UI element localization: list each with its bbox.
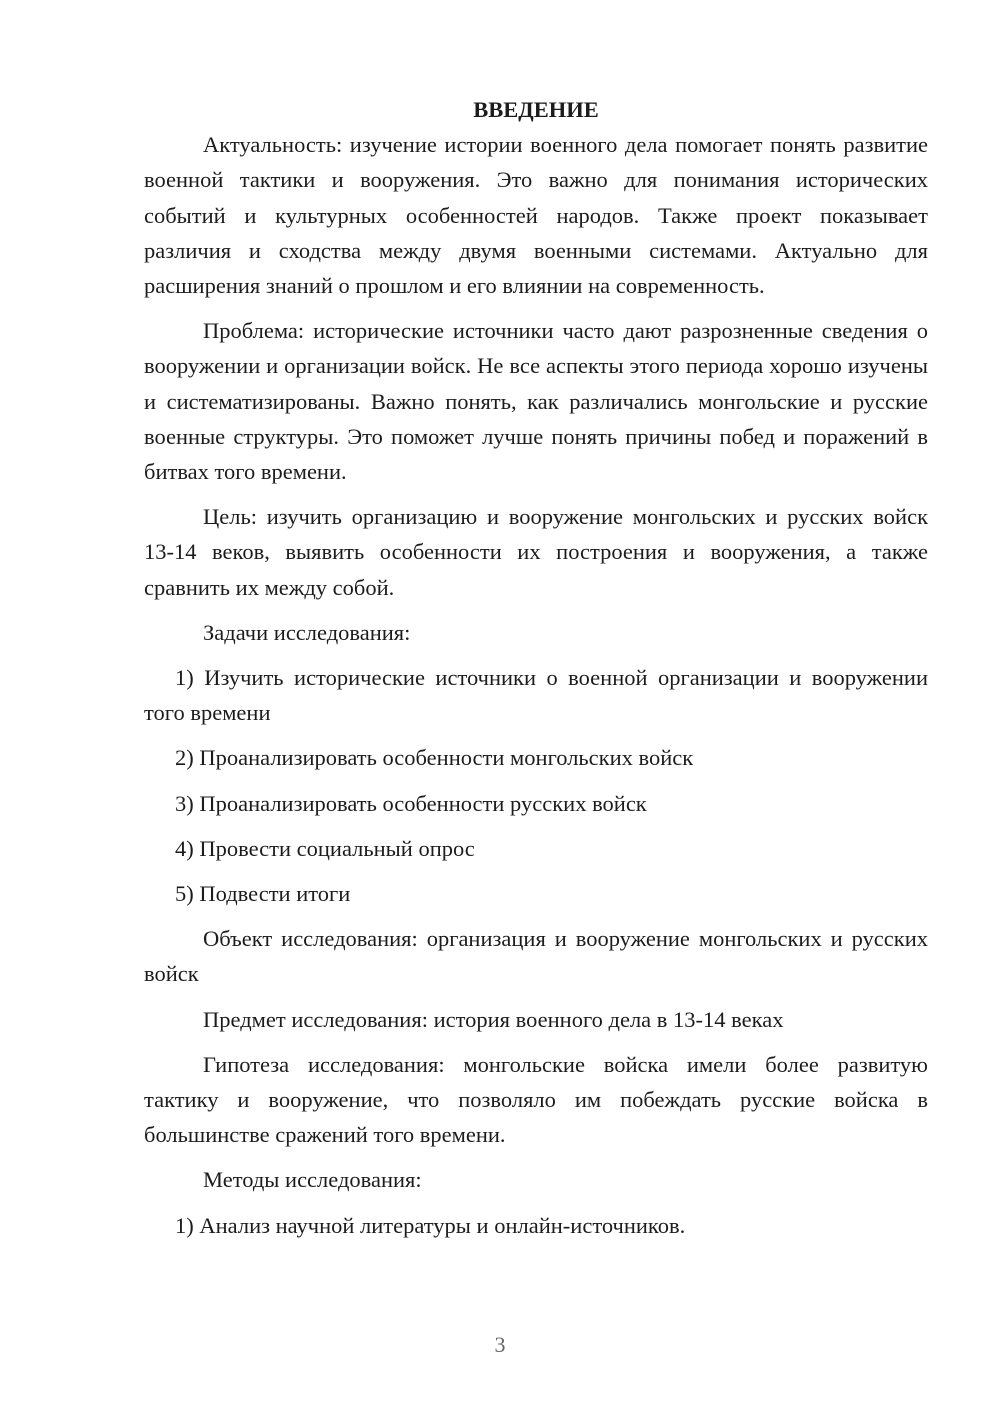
task-item-3: 3) Проанализировать особенности русских войск	[175, 790, 647, 816]
paragraph-hypothesis: Гипотеза исследования: монгольские войска имели более развитую тактику и вооружение, что позволяло им побеждать русские войска в большинстве сражений того времени.	[144, 1051, 928, 1148]
task-item-1: 1) Изучить исторические источники о военной организации и вооружении того времени	[144, 665, 928, 726]
paragraph-subject: Предмет исследования: история военного дела в 13-14 веках	[203, 1006, 784, 1032]
section-title: ВВЕДЕНИЕ	[473, 97, 599, 122]
tasks-heading: Задачи исследования:	[203, 619, 411, 645]
paragraph-relevance: Актуальность: изучение истории военного дела помогает понять развитие военной тактики и вооружения. Это важно для понимания исторических событий и культурных особенностей народов. Также проект показывает различия и сходства между двумя военными системами. Актуально для расширения знаний о прошлом и его влиянии на современность.	[144, 132, 928, 299]
page-number: 3	[494, 1332, 506, 1357]
method-item-1: 1) Анализ научной литературы и онлайн-источников.	[175, 1212, 686, 1238]
page-content	[144, 92, 928, 1243]
paragraph-problem: Проблема: исторические источники часто дают разрозненные сведения о вооружении и организации войск. Не все аспекты этого периода хорошо изучены и систематизированы. Важно понять, как различались монгольские и русские военные структуры. Это поможет лучше понять причины побед и поражений в битвах того времени.	[144, 318, 928, 485]
methods-heading: Методы исследования:	[203, 1167, 422, 1193]
task-item-4: 4) Провести социальный опрос	[175, 835, 475, 861]
task-item-5: 5) Подвести итоги	[175, 881, 351, 907]
paragraph-goal: Цель: изучить организацию и вооружение монгольских и русских войск 13-14 веков, выявить особенности их построения и вооружения, а также сравнить их между собой.	[144, 504, 928, 600]
paragraph-object: Объект исследования: организация и вооружение монгольских и русских войск	[144, 926, 928, 987]
task-item-2: 2) Проанализировать особенности монгольских войск	[175, 745, 694, 771]
